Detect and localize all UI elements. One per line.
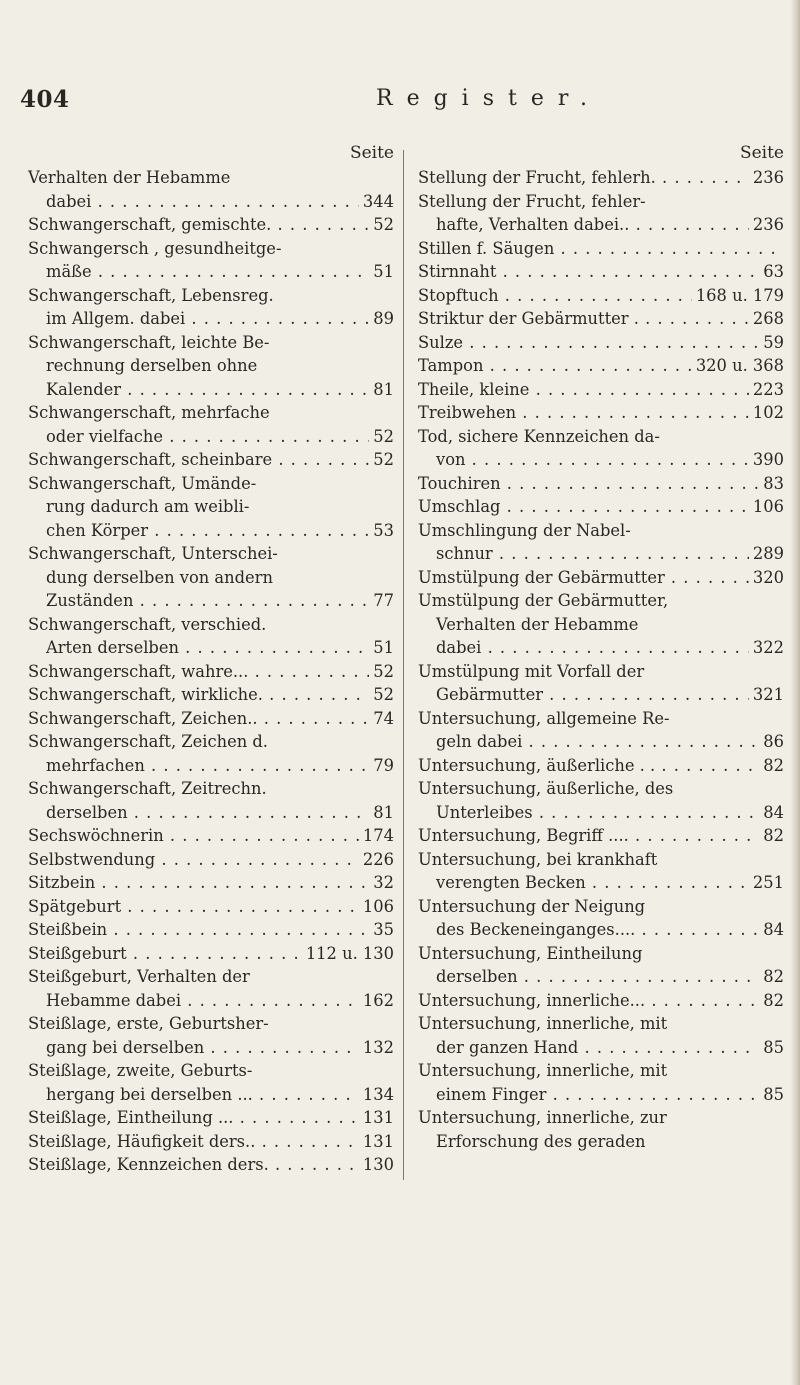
entry-term: Zuständen . . . <box>46 589 369 613</box>
entry-text-line: Tod, sichere Kennzeichen da- <box>418 426 660 446</box>
entry-page-ref: 82 <box>763 826 784 845</box>
entry-text-line: Untersuchung, allgemeine Re- <box>418 708 670 728</box>
index-entry <box>28 331 394 402</box>
entry-leader-line <box>28 824 394 848</box>
entry-text-line: Schwangersch , gesundheitge- <box>28 238 282 258</box>
index-entry <box>28 683 394 707</box>
index-entry <box>418 190 784 237</box>
index-entry <box>418 1059 784 1106</box>
entry-leader-line <box>28 1083 394 1107</box>
index-entry <box>418 895 784 942</box>
entry-leader-line <box>28 1153 394 1177</box>
entry-page-ref: 321 <box>752 685 784 704</box>
entry-page-ref: 130 <box>362 1155 394 1174</box>
index-entry <box>28 1059 394 1106</box>
entry-leader-line <box>418 965 784 989</box>
entry-text-line: dung derselben von andern <box>46 567 273 587</box>
entry-leader-line <box>418 566 784 590</box>
entry-leader-line <box>418 754 784 778</box>
entry-leader-line <box>418 354 784 378</box>
entry-term: dabei . . . <box>46 190 359 214</box>
entry-leader-line <box>418 801 784 825</box>
index-entry <box>418 237 784 261</box>
entry-text-line: Erforschung des geraden <box>436 1131 646 1151</box>
entry-leader-line <box>418 237 784 261</box>
entry-term: dabei . . . <box>436 636 749 660</box>
entry-leader-line <box>28 425 394 449</box>
entry-text-line: Steißgeburt, Verhalten der <box>28 967 250 986</box>
entry-page-ref: 74 <box>373 708 394 728</box>
entry-page-ref: 223 <box>752 379 784 399</box>
entry-term: Stopftuch . . . <box>418 284 692 308</box>
entry-leader-line <box>418 213 784 237</box>
entry-term: Umstülpung der Gebärmutter . . . <box>418 566 749 590</box>
entry-page-ref: 84 <box>763 920 784 939</box>
index-entry <box>28 707 394 731</box>
entry-page-ref: 51 <box>373 638 394 657</box>
column-head-seite: Seite <box>349 143 394 163</box>
index-entry <box>418 824 784 848</box>
entry-page-ref: 106 <box>362 896 394 916</box>
entry-page-ref: 77 <box>373 591 394 610</box>
entry-leader-line <box>28 683 394 707</box>
entry-term: hergang bei derselben ... . . . <box>46 1083 359 1107</box>
entry-term: Hebamme dabei . . . <box>46 989 359 1013</box>
entry-leader-line <box>28 260 394 284</box>
entry-term: Stillen f. Säugen . . . <box>418 237 780 261</box>
entry-term: Striktur der Gebärmutter . . . . <box>418 307 749 331</box>
entry-page-ref: 83 <box>763 473 784 493</box>
entry-page-ref: 59 <box>763 332 784 352</box>
entry-page-ref: 132 <box>362 1037 394 1057</box>
index-entry <box>28 472 394 543</box>
index-entry <box>418 566 784 590</box>
entry-leader-line <box>418 307 784 331</box>
entry-term: Schwangerschaft, gemischte. . . . <box>28 213 369 237</box>
index-entry <box>28 1153 394 1177</box>
index-entry <box>28 213 394 237</box>
index-entry <box>418 331 784 355</box>
entry-term: Selbstwendung . . . <box>28 848 359 872</box>
entry-page-ref: 251 <box>752 873 784 892</box>
entry-leader-line <box>418 260 784 284</box>
entry-text-line: Steißlage, zweite, Geburts- <box>28 1061 253 1080</box>
page-header <box>0 86 800 126</box>
running-title: Register. <box>376 86 601 111</box>
entry-text-line: Schwangerschaft, Lebensreg. <box>28 285 274 305</box>
entry-term: oder vielfache . . . <box>46 425 369 449</box>
entry-text-line: Untersuchung der Neigung <box>418 896 646 916</box>
entry-leader-line <box>28 213 394 237</box>
entry-text-line: Umschlingung der Nabel- <box>418 520 631 540</box>
entry-term: Stirnnaht . . . <box>418 260 759 284</box>
entry-page-ref: 289 <box>752 544 784 563</box>
entry-term: Steißbein . . . <box>28 918 369 942</box>
entry-page-ref: 52 <box>373 661 394 681</box>
entry-page-ref: 131 <box>362 1108 394 1127</box>
entry-leader-line <box>28 848 394 872</box>
index-entry <box>418 354 784 378</box>
entry-page-ref: 81 <box>373 379 394 399</box>
entry-page-ref: 51 <box>373 262 394 281</box>
entry-term: Steißlage, Häufigkeit ders.. . . . <box>28 1130 359 1154</box>
entry-leader-line <box>418 636 784 660</box>
index-entry <box>28 965 394 1012</box>
column-head-seite: Seite <box>739 143 784 163</box>
entry-leader-line <box>418 542 784 566</box>
index-column-left <box>28 142 394 1177</box>
entry-page-ref: 52 <box>373 215 394 234</box>
entry-page-ref: 82 <box>763 755 784 775</box>
entry-page-ref: 63 <box>763 262 784 281</box>
index-entry <box>28 871 394 895</box>
entry-leader-line <box>28 519 394 543</box>
index-entry <box>418 777 784 824</box>
entry-leader-line <box>28 754 394 778</box>
index-entry <box>418 495 784 519</box>
entry-text-line: Schwangerschaft, Umände- <box>28 473 257 493</box>
entry-leader-line <box>28 1036 394 1060</box>
entry-term: schnur . . . <box>436 542 749 566</box>
entry-term: Sulze . . . <box>418 331 759 355</box>
entry-term: derselben . . . <box>436 965 759 989</box>
entry-term: Umschlag . . . <box>418 495 749 519</box>
index-entry <box>418 942 784 989</box>
entry-term: hafte, Verhalten dabei.. . . . <box>436 213 749 237</box>
entry-term: Schwangerschaft, Zeichen.. . . . <box>28 707 369 731</box>
entry-term: Schwangerschaft, wahre... . . . <box>28 660 369 684</box>
entry-leader-line <box>418 824 784 848</box>
entry-leader-line <box>28 378 394 402</box>
index-entry <box>418 1012 784 1059</box>
entry-term: Kalender . . . <box>46 378 369 402</box>
index-entry <box>418 284 784 308</box>
entry-leader-line <box>418 448 784 472</box>
index-entry <box>28 1130 394 1154</box>
page-number: 404 <box>20 86 70 113</box>
entry-text-line: Untersuchung, bei krankhaft <box>418 849 658 869</box>
entry-term: des Beckeneinganges.... . . . <box>436 918 759 942</box>
index-entry <box>28 1106 394 1130</box>
entry-page-ref: 320 <box>752 567 784 587</box>
entry-leader-line <box>418 918 784 942</box>
entry-term: Sitzbein . . . <box>28 871 369 895</box>
entry-page-ref: 102 <box>752 403 784 422</box>
entry-term: Tampon . . . <box>418 354 692 378</box>
entry-page-ref: 85 <box>763 1084 784 1104</box>
index-entry <box>28 1012 394 1059</box>
entry-leader-line <box>28 589 394 613</box>
entry-text-line: rung dadurch am weibli- <box>46 497 250 516</box>
entry-page-ref: 53 <box>373 520 394 540</box>
entry-term: derselben . . . <box>46 801 369 825</box>
entry-page-ref: 236 <box>752 215 784 234</box>
index-entry <box>28 777 394 824</box>
entry-page-ref: 320 u. 368 <box>695 356 784 375</box>
entry-term: von . . . <box>436 448 749 472</box>
entry-page-ref: 268 <box>752 309 784 328</box>
entry-term: Sechswöchnerin . . . <box>28 824 359 848</box>
entry-text-line: Schwangerschaft, mehrfache <box>28 403 270 422</box>
entry-page-ref: 84 <box>763 802 784 822</box>
entry-leader-line <box>28 918 394 942</box>
entry-text-line: Untersuchung, innerliche, mit <box>418 1061 668 1080</box>
entry-page-ref: 162 <box>362 990 394 1010</box>
entry-leader-line <box>28 1130 394 1154</box>
entry-term: chen Körper . . . <box>46 519 369 543</box>
entry-leader-line <box>28 801 394 825</box>
entry-leader-line <box>418 284 784 308</box>
entry-page-ref: 226 <box>362 849 394 869</box>
index-entry <box>418 260 784 284</box>
entry-page-ref: 86 <box>763 732 784 751</box>
entry-page-ref: 52 <box>373 426 394 446</box>
index-entry <box>418 589 784 660</box>
entry-text-line: Untersuchung, innerliche, mit <box>418 1014 668 1033</box>
entry-page-ref: 79 <box>373 755 394 775</box>
entry-list <box>28 166 394 1177</box>
index-entry <box>28 824 394 848</box>
entry-text-line: Schwangerschaft, leichte Be- <box>28 332 270 352</box>
entry-page-ref: 52 <box>373 450 394 469</box>
entry-term: Untersuchung, Begriff .... . . . <box>418 824 759 848</box>
entry-term: Spätgeburt . . . <box>28 895 359 919</box>
entry-leader-line <box>28 989 394 1013</box>
entry-page-ref: 85 <box>763 1037 784 1057</box>
entry-term: Stellung der Frucht, fehlerh. . . . <box>418 166 749 190</box>
index-entry <box>28 401 394 448</box>
entry-leader-line <box>418 401 784 425</box>
entry-leader-line <box>28 707 394 731</box>
entry-text-line: Schwangerschaft, Zeitrechn. <box>28 779 267 798</box>
entry-text-line: Umstülpung der Gebärmutter, <box>418 591 669 610</box>
index-entry <box>418 166 784 190</box>
entry-list <box>418 166 784 1153</box>
entry-leader-line <box>418 495 784 519</box>
entry-text-line: Untersuchung, äußerliche, des <box>418 779 674 798</box>
entry-term: Steißlage, Kennzeichen ders. . . . <box>28 1153 359 1177</box>
entry-page-ref: 32 <box>373 873 394 892</box>
entry-leader-line <box>28 448 394 472</box>
entry-leader-line <box>418 472 784 496</box>
entry-text-line: rechnung derselben ohne <box>46 356 258 375</box>
index-entry <box>28 237 394 284</box>
index-entry <box>418 660 784 707</box>
index-entry <box>28 613 394 660</box>
entry-text-line: Schwangerschaft, verschied. <box>28 614 267 634</box>
index-entry <box>28 448 394 472</box>
entry-term: Unterleibes . . . <box>436 801 759 825</box>
entry-leader-line <box>418 378 784 402</box>
entry-leader-line <box>418 166 784 190</box>
entry-leader-line <box>418 989 784 1013</box>
entry-term: Arten derselben . . . <box>46 636 369 660</box>
entry-page-ref: 81 <box>373 802 394 822</box>
index-entry <box>418 1106 784 1153</box>
entry-text-line: Schwangerschaft, Unterschei- <box>28 544 278 563</box>
entry-leader-line <box>418 871 784 895</box>
entry-page-ref: 35 <box>373 920 394 939</box>
index-entry <box>28 918 394 942</box>
index-entry <box>418 848 784 895</box>
entry-page-ref: 134 <box>362 1084 394 1104</box>
entry-page-ref: 131 <box>362 1131 394 1151</box>
entry-leader-line <box>28 871 394 895</box>
index-entry <box>28 542 394 613</box>
index-entry <box>28 942 394 966</box>
entry-page-ref: 52 <box>373 685 394 704</box>
entry-page-ref: 112 u. 130 <box>305 943 394 963</box>
entry-term: gang bei derselben . . . <box>46 1036 359 1060</box>
entry-term: Touchiren . . . <box>418 472 759 496</box>
entry-leader-line <box>28 942 394 966</box>
entry-text-line: Steißlage, erste, Geburtsher- <box>28 1014 269 1033</box>
entry-term: einem Finger . . . <box>436 1083 759 1107</box>
entry-leader-line <box>418 1036 784 1060</box>
entry-text-line: Untersuchung, Eintheilung <box>418 943 643 963</box>
entry-page-ref: 106 <box>752 497 784 516</box>
entry-term: Treibwehen . . . <box>418 401 749 425</box>
index-entry <box>418 378 784 402</box>
entry-term: Schwangerschaft, scheinbare . . . <box>28 448 369 472</box>
entry-term: Untersuchung, äußerliche . . . . . <box>418 754 759 778</box>
entry-leader-line <box>28 190 394 214</box>
index-entry <box>28 848 394 872</box>
entry-term: verengten Becken . . . <box>436 871 749 895</box>
index-entry <box>418 472 784 496</box>
entry-term: Gebärmutter . . . <box>436 683 749 707</box>
entry-leader-line <box>418 331 784 355</box>
entry-leader-line <box>28 1106 394 1130</box>
index-entry <box>418 307 784 331</box>
index-column-right <box>418 142 784 1153</box>
entry-page-ref: 236 <box>752 168 784 187</box>
entry-term: Steißlage, Eintheilung ... . . . <box>28 1106 359 1130</box>
scan-edge-shadow <box>790 0 800 1385</box>
entry-leader-line <box>28 636 394 660</box>
entry-page-ref: 174 <box>362 826 394 845</box>
entry-page-ref: 82 <box>763 990 784 1010</box>
index-entry <box>418 425 784 472</box>
entry-page-ref: 322 <box>752 638 784 657</box>
entry-text-line: Stellung der Frucht, fehler- <box>418 191 646 211</box>
entry-text-line: Umstülpung mit Vorfall der <box>418 661 645 681</box>
entry-term: Theile, kleine . . . <box>418 378 749 402</box>
entry-term: im Allgem. dabei . . . <box>46 307 369 331</box>
entry-term: mehrfachen . . . <box>46 754 369 778</box>
index-entry <box>418 754 784 778</box>
entry-page-ref: 168 u. 179 <box>695 285 784 305</box>
index-entry <box>28 166 394 213</box>
entry-page-ref: 344 <box>362 191 394 211</box>
entry-leader-line <box>28 895 394 919</box>
entry-term: Schwangerschaft, wirkliche. . . . <box>28 683 369 707</box>
entry-text-line: Untersuchung, innerliche, zur <box>418 1108 667 1127</box>
index-entry <box>28 284 394 331</box>
entry-text-line: Verhalten der Hebamme <box>28 168 231 187</box>
entry-leader-line <box>28 307 394 331</box>
entry-term: geln dabei . . . <box>436 730 759 754</box>
entry-text-line: Schwangerschaft, Zeichen d. <box>28 732 268 751</box>
index-entry <box>418 989 784 1013</box>
entry-page-ref: 390 <box>752 450 784 469</box>
entry-leader-line <box>28 660 394 684</box>
entry-term: Untersuchung, innerliche... . . . <box>418 989 759 1013</box>
index-entry <box>418 519 784 566</box>
entry-leader-line <box>418 683 784 707</box>
entry-term: Steißgeburt . . . <box>28 942 302 966</box>
index-entry <box>28 895 394 919</box>
index-entry <box>28 660 394 684</box>
index-entry <box>418 707 784 754</box>
entry-page-ref: 89 <box>373 309 394 328</box>
entry-leader-line <box>418 1083 784 1107</box>
entry-page-ref: 82 <box>763 967 784 986</box>
entry-term: mäße . . . <box>46 260 369 284</box>
entry-leader-line <box>418 730 784 754</box>
index-entry <box>418 401 784 425</box>
column-divider <box>403 150 404 1180</box>
index-entry <box>28 730 394 777</box>
entry-text-line: Verhalten der Hebamme <box>436 614 639 634</box>
entry-term: der ganzen Hand . . . <box>436 1036 759 1060</box>
